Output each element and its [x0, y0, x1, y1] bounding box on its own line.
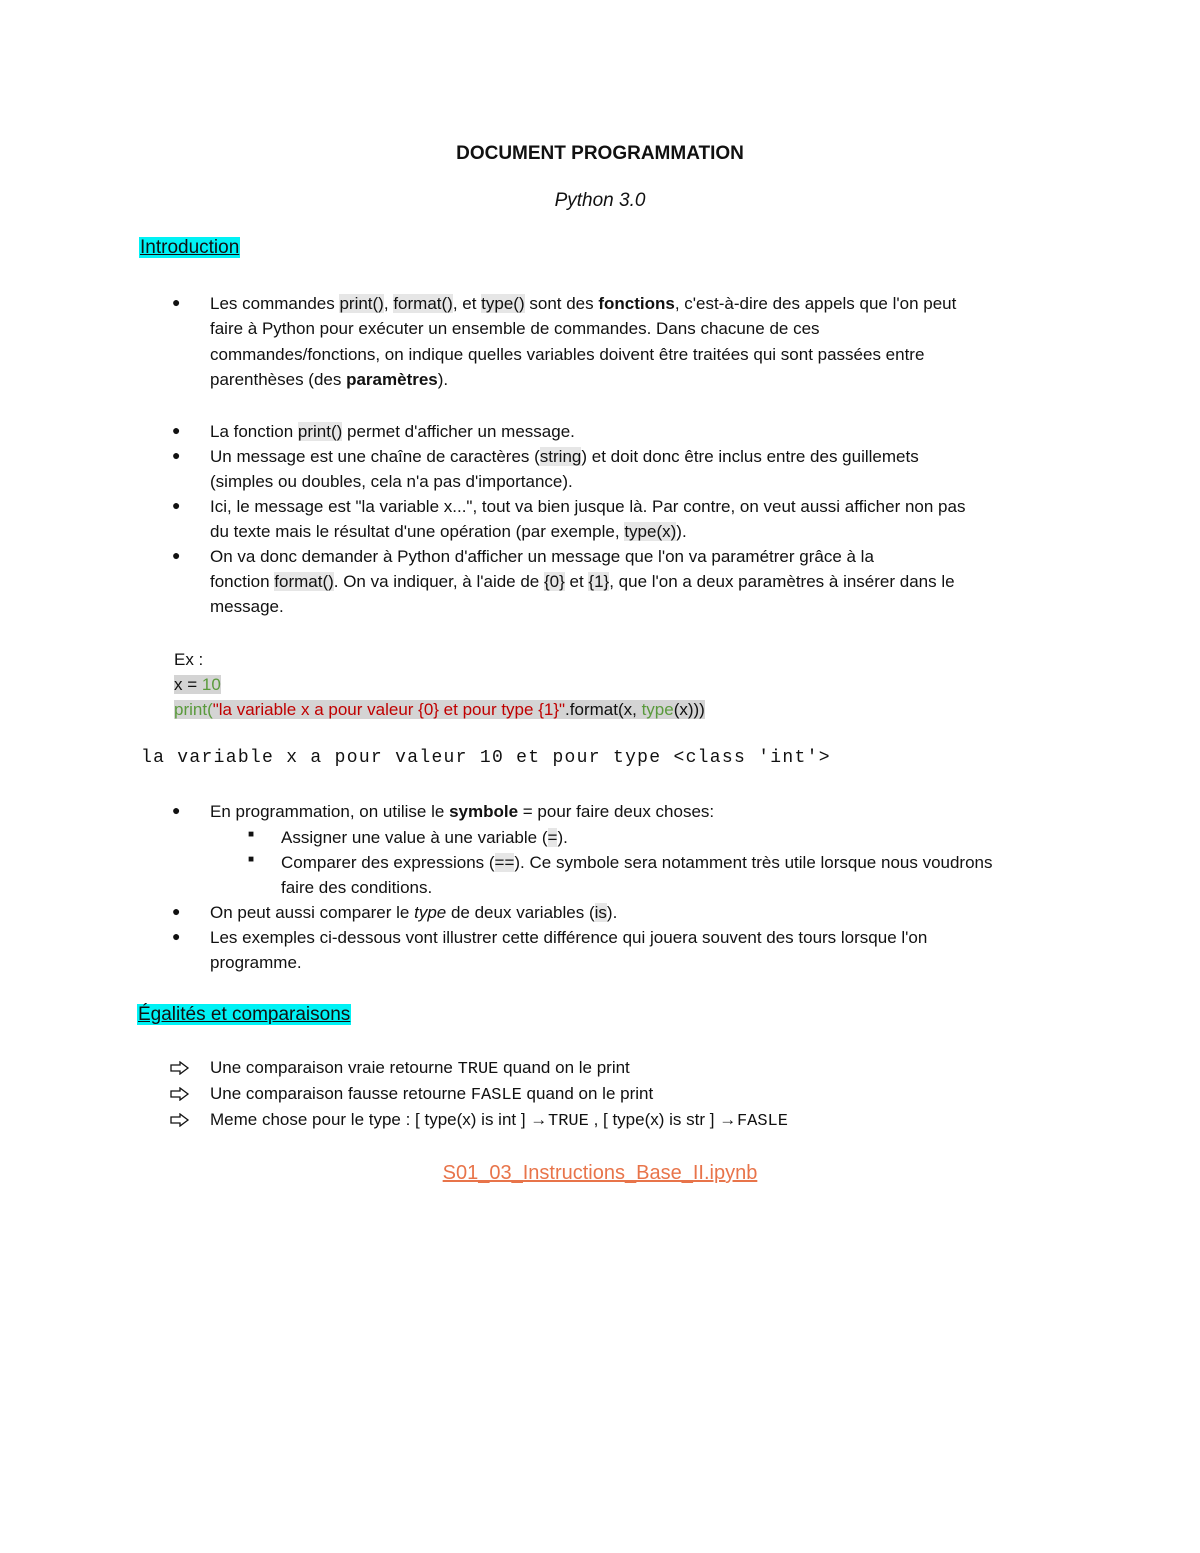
- code-token: .format(x,: [565, 700, 642, 719]
- mono-value: TRUE: [548, 1112, 589, 1131]
- inline-code: format(): [393, 294, 453, 313]
- bold-term: fonctions: [598, 294, 675, 313]
- code-token: x =: [174, 675, 202, 694]
- intro-p1-line3: commandes/fonctions, on indique quelles variables doivent être traitées qui sont passées entre: [210, 345, 925, 364]
- inline-code: =: [547, 828, 558, 847]
- egal-arrow-line3: [210, 1107, 788, 1134]
- bullet-icon: ●: [172, 497, 181, 513]
- notebook-link[interactable]: S01_03_Instructions_Base_II.ipynb: [442, 1162, 758, 1184]
- text-run: ) et doit donc être inclus entre des guillemets: [581, 447, 919, 466]
- example-code-line1: [174, 672, 221, 697]
- code-token: (x))): [673, 700, 705, 719]
- inline-code: type(x): [624, 522, 677, 541]
- text-run: ).: [676, 522, 687, 541]
- text-run: ).: [437, 370, 449, 389]
- text-run: sont des: [524, 294, 599, 313]
- inline-code: print(): [297, 422, 343, 441]
- mono-value: TRUE: [457, 1060, 499, 1079]
- square-bullet-icon: ■: [248, 829, 255, 840]
- section-heading-egalites: [137, 1002, 351, 1027]
- inline-code: {1}: [588, 572, 610, 591]
- inline-code: print(): [339, 294, 384, 313]
- bullet-icon: ●: [172, 802, 181, 818]
- code-block-line: [174, 675, 221, 694]
- inline-code: string: [539, 447, 582, 466]
- text-run: du texte mais le résultat d'une opération (par exemple,: [210, 522, 625, 541]
- text-run: Comparer des expressions (: [281, 853, 495, 872]
- intro-p1-line4: [210, 367, 448, 392]
- mono-value: FASLE: [736, 1112, 788, 1131]
- arrow-right-icon: →: [719, 1110, 737, 1129]
- bullet-icon: ●: [172, 547, 181, 563]
- bullet-icon: ●: [172, 422, 181, 438]
- italic-term: type: [414, 903, 447, 922]
- square-bullet-icon: ■: [248, 854, 255, 865]
- text-run: ,: [383, 294, 394, 313]
- text-run: de deux variables (: [446, 903, 595, 922]
- intro-p2: [210, 419, 575, 444]
- text-run: . On va indiquer, à l'aide de: [333, 572, 544, 591]
- arrow-right-icon: [170, 1113, 190, 1127]
- arrow-right-icon: [170, 1087, 190, 1101]
- heading-egalites-label: Égalités et comparaisons: [138, 1004, 351, 1025]
- inline-code: format(): [274, 572, 334, 591]
- intro-p1-line2: faire à Python pour exécuter un ensemble de commandes. Dans chacune de ces: [210, 319, 820, 338]
- intro-p5-line1: On va donc demander à Python d'afficher un message que l'on va paramétrer grâce à la: [210, 547, 874, 566]
- text-run: ). Ce symbole sera notamment très utile lorsque nous voudrons: [514, 853, 993, 872]
- bullet-icon: ●: [172, 928, 181, 944]
- example-output: la variable x a pour valeur 10 et pour type <class 'int'>: [141, 748, 831, 768]
- text-run: Les commandes: [210, 294, 340, 313]
- bullet-icon: ●: [172, 294, 181, 310]
- text-run: parenthèses (des: [210, 370, 347, 389]
- text-run: En programmation, on utilise le: [210, 802, 450, 821]
- text-run: ).: [606, 903, 618, 922]
- text-run: Une comparaison vraie retourne: [210, 1058, 458, 1077]
- intro-p4-line2: [210, 519, 687, 544]
- example-label: Ex :: [174, 650, 204, 669]
- symbols-bullet1: [210, 799, 714, 824]
- text-run: , [ type(x) is str ]: [588, 1110, 720, 1129]
- egal-arrow-line1: [210, 1055, 630, 1082]
- bold-term: symbole: [449, 802, 519, 821]
- text-run: , et: [452, 294, 482, 313]
- mono-value: FASLE: [470, 1086, 522, 1105]
- intro-p3-line1: [210, 444, 919, 469]
- text-run: quand on le print: [521, 1084, 654, 1103]
- symbols-sub1: [281, 825, 568, 850]
- text-run: fonction: [210, 572, 275, 591]
- code-block-line: [174, 700, 705, 719]
- intro-p5-line2: [210, 569, 955, 594]
- document-subtitle: Python 3.0: [554, 190, 646, 211]
- inline-code: {0}: [543, 572, 565, 591]
- symbols-bullet3-line1: Les exemples ci-dessous vont illustrer cette différence qui jouera souvent des tours lorsque l'on: [210, 928, 928, 947]
- egal-arrow-line2: [210, 1081, 653, 1108]
- text-run: Assigner une value à une variable (: [281, 828, 548, 847]
- text-run: Un message est une chaîne de caractères (: [210, 447, 540, 466]
- intro-p1-line1: [210, 291, 956, 316]
- code-keyword: print(: [174, 700, 213, 719]
- bullet-icon: ●: [172, 903, 181, 919]
- intro-p4-line1: Ici, le message est "la variable x...", tout va bien jusque là. Par contre, on veut aussi afficher non pas: [210, 497, 966, 516]
- symbols-bullet2: [210, 900, 617, 925]
- inline-code: ==: [494, 853, 515, 872]
- code-string: "la variable x a pour valeur {0} et pour type {1}": [212, 700, 566, 719]
- text-run: Meme chose pour le type : [ type(x) is int ]: [210, 1110, 531, 1129]
- text-run: ).: [557, 828, 568, 847]
- text-run: quand on le print: [498, 1058, 630, 1077]
- symbols-sub2-line1: [281, 850, 993, 875]
- arrow-right-icon: →: [530, 1110, 548, 1129]
- inline-code: is: [594, 903, 607, 922]
- bullet-icon: ●: [172, 447, 181, 463]
- text-run: et: [564, 572, 589, 591]
- arrow-right-icon: [170, 1061, 190, 1075]
- text-run: La fonction: [210, 422, 298, 441]
- heading-introduction-label: Introduction: [140, 237, 240, 258]
- text-run: , c'est-à-dire des appels que l'on peut: [674, 294, 957, 313]
- intro-p3-line2: (simples ou doubles, cela n'a pas d'importance).: [210, 472, 573, 491]
- text-run: Une comparaison fausse retourne: [210, 1084, 471, 1103]
- intro-p5-line3: message.: [210, 597, 284, 616]
- text-run: On peut aussi comparer le: [210, 903, 415, 922]
- bold-term: paramètres: [346, 370, 438, 389]
- text-run: , que l'on a deux paramètres à insérer dans le: [609, 572, 955, 591]
- text-run: permet d'afficher un message.: [342, 422, 575, 441]
- symbols-bullet3-line2: programme.: [210, 953, 302, 972]
- code-number: 10: [201, 675, 221, 694]
- document-title: DOCUMENT PROGRAMMATION: [456, 143, 744, 164]
- section-heading-introduction: [139, 235, 240, 260]
- inline-code: type(): [481, 294, 525, 313]
- symbols-sub2-line2: faire des conditions.: [281, 878, 433, 897]
- text-run: = pour faire deux choses:: [518, 802, 715, 821]
- example-code-line2: [174, 697, 705, 722]
- code-keyword: type: [641, 700, 674, 719]
